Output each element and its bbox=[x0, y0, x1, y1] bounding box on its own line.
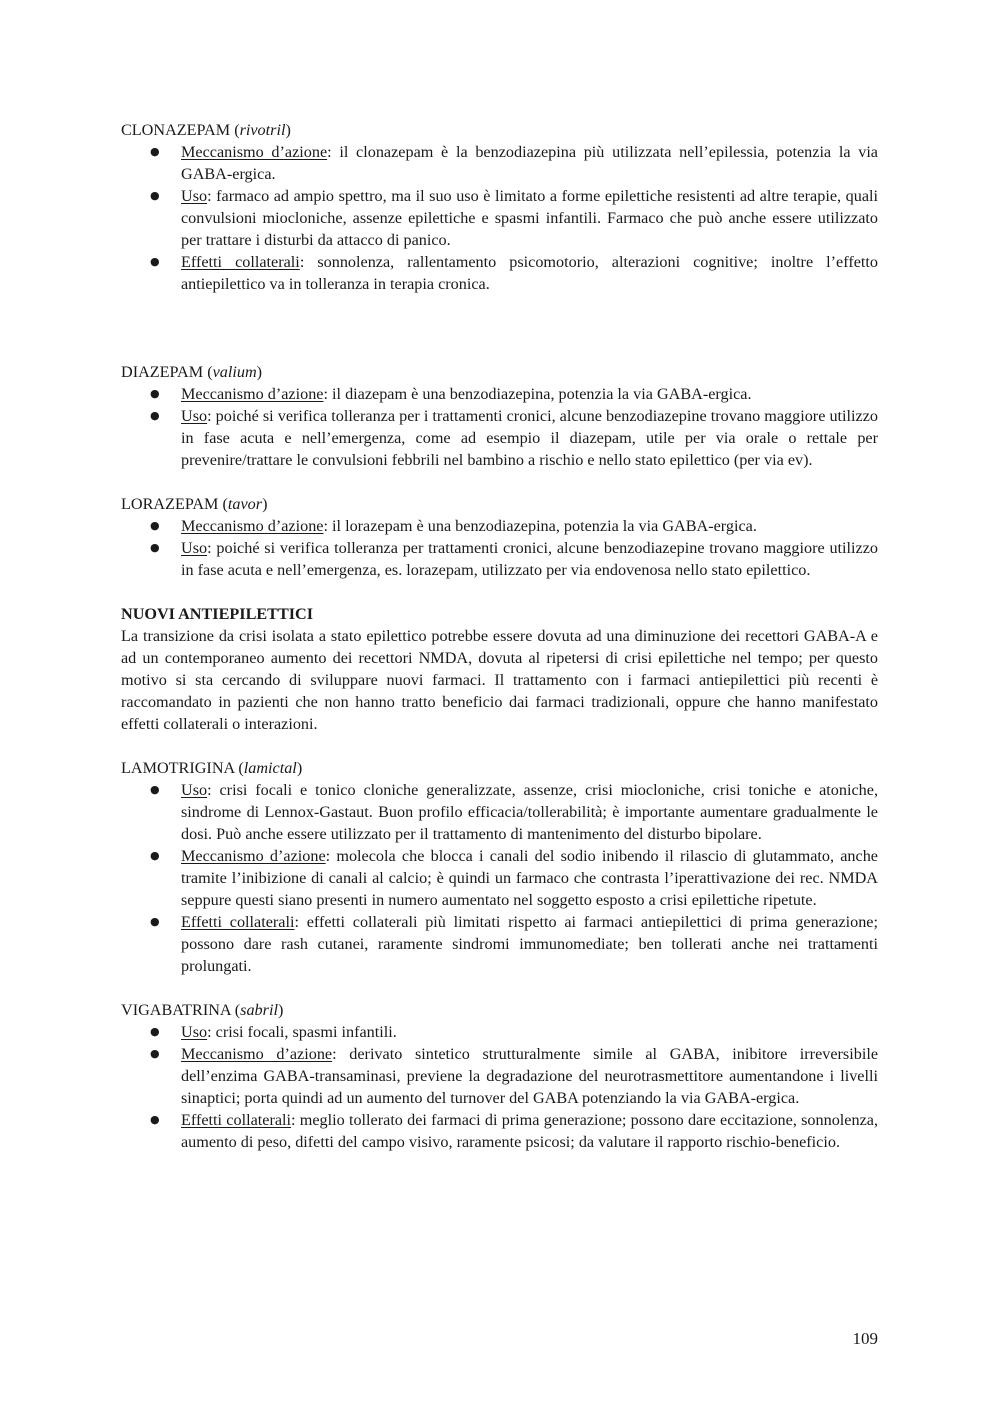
bullet-label: Effetti collaterali bbox=[181, 913, 295, 931]
bullet-text: : farmaco ad ampio spettro, ma il suo uso è limitato a forme epilettiche resistenti ad altre terapie, quali convulsioni miocloniche, assenze epilettiche e spasmi infantili. Farmaco che può anche essere utilizzato per trattare i disturbi da attacco di panico. bbox=[181, 187, 878, 249]
drug-title bbox=[121, 493, 878, 515]
bullet-list bbox=[121, 515, 878, 581]
drug-section-lorazepam bbox=[121, 493, 878, 581]
bullet-text: : crisi focali e tonico cloniche generalizzate, assenze, crisi miocloniche, crisi toniche e atoniche, sindrome di Lennox-Gastaut. Buon profilo efficacia/tollerabilità; è importante aumentare gradualmente le dosi. Può anche essere utilizzato per il trattamento di mantenimento del disturbo bipolare. bbox=[181, 781, 878, 843]
bullet-item bbox=[121, 911, 878, 977]
bullet-item bbox=[121, 537, 878, 581]
brand-open: ( bbox=[230, 121, 240, 139]
bullet-item bbox=[121, 141, 878, 185]
brand-close: ) bbox=[256, 363, 263, 381]
bullet-label: Meccanismo d’azione bbox=[181, 517, 324, 535]
drug-section-lamotrigina bbox=[121, 757, 878, 977]
bullet-text: : effetti collaterali più limitati rispetto ai farmaci antiepilettici di prima generazione; possono dare rash cutanei, raramente sindromi immunomediate; ben tollerati anche nei trattamenti prolungati. bbox=[181, 913, 878, 975]
brand-close: ) bbox=[262, 495, 268, 513]
bullet-text: : derivato sintetico strutturalmente simile al GABA, inibitore irreversibile dell’enzima GABA-transaminasi, previene la degradazione del neurotrasmettitore aumentandone i livelli sinaptici; porta quindi ad un aumento del turnover del GABA potenziando la via GABA-ergica. bbox=[181, 1045, 879, 1107]
brand-close: ) bbox=[277, 1001, 284, 1019]
brand-open: ( bbox=[230, 1001, 241, 1019]
spacer bbox=[121, 977, 878, 999]
brand-name: tavor bbox=[227, 495, 263, 513]
drug-title bbox=[121, 999, 878, 1021]
spacer bbox=[121, 735, 878, 757]
drug-section-diazepam bbox=[121, 361, 878, 471]
bullet-text: : il lorazepam è una benzodiazepina, potenzia la via GABA-ergica. bbox=[323, 517, 757, 535]
brand-name: valium bbox=[212, 363, 257, 381]
bullet-text: : meglio tollerato dei farmaci di prima generazione; possono dare eccitazione, sonnolenza, aumento di peso, difetti del campo visivo, raramente psicosi; da valutare il rapporto rischio-beneficio. bbox=[181, 1111, 879, 1151]
drug-name: DIAZEPAM bbox=[121, 363, 204, 381]
drug-name: VIGABATRINA bbox=[121, 1001, 231, 1019]
drug-name: CLONAZEPAM bbox=[121, 121, 231, 139]
bullet-item bbox=[121, 251, 878, 295]
bullet-item bbox=[121, 1021, 878, 1043]
section-paragraph: La transizione da crisi isolata a stato epilettico potrebbe essere dovuta ad una diminuzione dei recettori GABA-A e ad un contemporaneo aumento dei recettori NMDA, dovuta al ripetersi di crisi epilettiche nel tempo; per questo motivo si sta cercando di sviluppare nuovi farmaci. Il trattamento con i farmaci antiepilettici più recenti è raccomandato in pazienti che non hanno tratto beneficio dai farmaci tradizionali, oppure che hanno manifestato effetti collaterali o interazioni. bbox=[121, 627, 878, 733]
brand-close: ) bbox=[285, 121, 291, 139]
brand-name: sabril bbox=[240, 1001, 278, 1019]
document-page bbox=[121, 119, 878, 1153]
bullet-label: Uso bbox=[181, 407, 208, 425]
bullet-label: Effetti collaterali bbox=[181, 1111, 292, 1129]
drug-section-clonazepam bbox=[121, 119, 878, 295]
bullet-label: Meccanismo d’azione bbox=[181, 143, 328, 161]
brand-open: ( bbox=[218, 495, 228, 513]
bullet-text: : poiché si verifica tolleranza per trattamenti cronici, alcune benzodiazepine trovano maggiore utilizzo in fase acuta e nell’emergenza, es. lorazepam, utilizzato per via endovenosa nello stato epilettico. bbox=[181, 539, 878, 579]
bullet-text: : il diazepam è una benzodiazepina, potenzia la via GABA-ergica. bbox=[323, 385, 752, 403]
bullet-label: Effetti collaterali bbox=[181, 253, 300, 271]
bullet-item bbox=[121, 1109, 878, 1153]
bullet-label: Meccanismo d’azione bbox=[181, 385, 324, 403]
bullet-list bbox=[121, 383, 878, 471]
bullet-list bbox=[121, 779, 878, 977]
bullet-text: : molecola che blocca i canali del sodio inibendo il rilascio di glutammato, anche tramite l’inibizione di canali al calcio; è quindi un farmaco che contrasta l’iperattivazione dei rec. NMDA seppure questi siano presenti in numero aumentato nel soggetto esposto a crisi epilettiche ripetute. bbox=[181, 847, 878, 909]
brand-name: lamictal bbox=[243, 759, 297, 777]
drug-title bbox=[121, 757, 878, 779]
bullet-label: Uso bbox=[181, 781, 208, 799]
drug-section-vigabatrina bbox=[121, 999, 878, 1153]
bullet-item bbox=[121, 405, 878, 471]
drug-name: LAMOTRIGINA bbox=[121, 759, 235, 777]
bullet-item bbox=[121, 515, 878, 537]
spacer bbox=[121, 471, 878, 493]
spacer bbox=[121, 295, 878, 361]
bullet-item bbox=[121, 779, 878, 845]
bullet-list bbox=[121, 1021, 878, 1153]
bullet-item bbox=[121, 845, 878, 911]
bullet-text: : crisi focali, spasmi infantili. bbox=[207, 1023, 397, 1041]
section-nuovi-antiepilettici bbox=[121, 603, 878, 735]
bullet-text: : poiché si verifica tolleranza per i trattamenti cronici, alcune benzodiazepine trovano maggiore utilizzo in fase acuta e nell’emergenza, come ad esempio il diazepam, utile per via orale o rettale per prevenire/trattare le convulsioni febbrili nel bambino a rischio e nello stato epilettico (per via ev). bbox=[181, 407, 878, 469]
bullet-item bbox=[121, 185, 878, 251]
bullet-text: : il clonazepam è la benzodiazepina più utilizzata nell’epilessia, potenzia la via GABA-ergica. bbox=[181, 143, 878, 183]
bullet-list bbox=[121, 141, 878, 295]
bullet-text: : sonnolenza, rallentamento psicomotorio, alterazioni cognitive; inoltre l’effetto antiepilettico va in tolleranza in terapia cronica. bbox=[181, 253, 879, 293]
brand-open: ( bbox=[234, 759, 244, 777]
drug-title bbox=[121, 361, 878, 383]
bullet-item bbox=[121, 1043, 878, 1109]
bullet-label: Uso bbox=[181, 539, 208, 557]
spacer bbox=[121, 581, 878, 603]
drug-title bbox=[121, 119, 878, 141]
bullet-label: Meccanismo d’azione bbox=[181, 1045, 333, 1063]
page-number: 109 bbox=[852, 1329, 878, 1348]
brand-close: ) bbox=[296, 759, 303, 777]
bullet-label: Uso bbox=[181, 1023, 208, 1041]
section-heading: NUOVI ANTIEPILETTICI bbox=[121, 605, 314, 623]
bullet-label: Meccanismo d’azione bbox=[181, 847, 326, 865]
bullet-label: Uso bbox=[181, 187, 208, 205]
drug-name: LORAZEPAM bbox=[121, 495, 219, 513]
bullet-item bbox=[121, 383, 878, 405]
brand-open: ( bbox=[203, 363, 213, 381]
brand-name: rivotril bbox=[239, 121, 286, 139]
